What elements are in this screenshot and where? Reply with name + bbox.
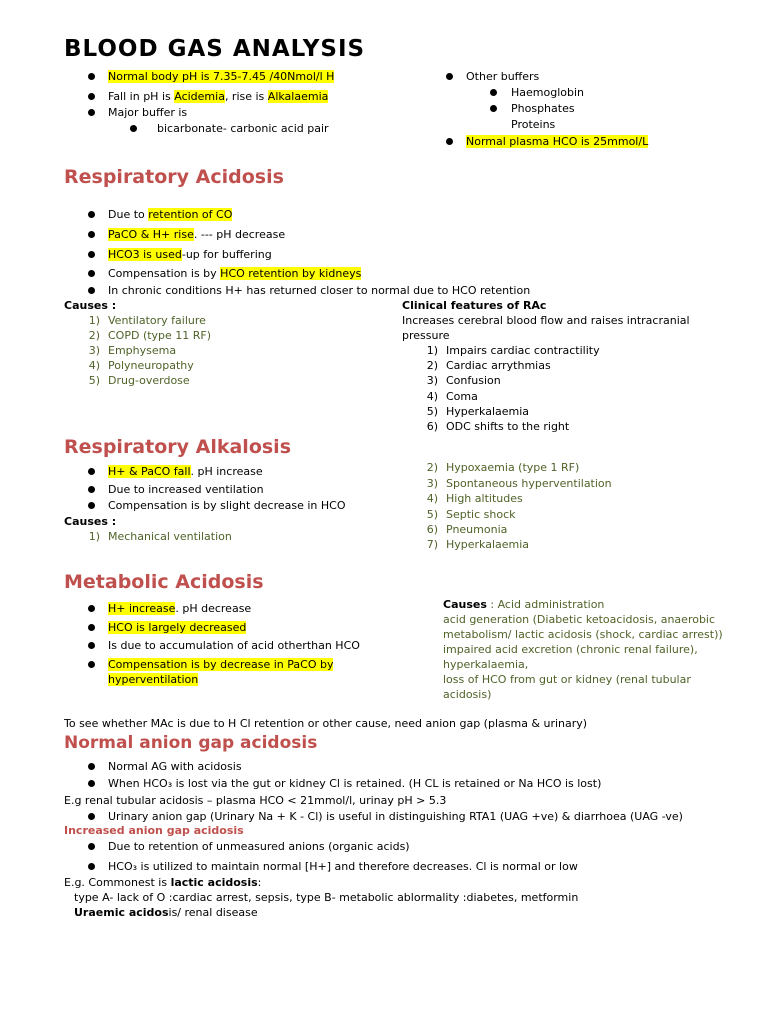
heading-normal-anion-gap: Normal anion gap acidosis: [64, 733, 318, 753]
highlight: Normal body pH is 7.35-7.45 /40Nmol/l H: [108, 70, 335, 83]
iag-example: [64, 876, 261, 890]
iag-bullet-1: Due to retention of unmeasured anions (organic acids): [108, 840, 410, 853]
bullet: [88, 287, 95, 294]
text: Impairs cardiac contractility: [446, 344, 600, 357]
bullet: [88, 93, 95, 100]
bullet: [88, 661, 95, 668]
highlight: hyperventilation: [108, 673, 199, 686]
text: Hyperkalaemia: [446, 538, 530, 551]
ralk-cause-item: 3) Spontaneous hyperventilation: [426, 477, 612, 490]
ma-causes-line: hyperkalaemia,: [443, 658, 529, 671]
intro-bullet-3: Major buffer is: [108, 106, 188, 119]
bullet: [88, 73, 95, 80]
highlight: retention of CO: [148, 208, 233, 221]
text: ODC shifts to the right: [446, 420, 570, 433]
highlight: Normal plasma HCO is 25mmol/L: [466, 135, 649, 148]
ralk-cause-item: 7) Hyperkalaemia: [426, 538, 530, 551]
text: Hyperkalaemia: [446, 405, 530, 418]
text: Cardiac arrythmias: [446, 359, 551, 372]
bullet: [88, 109, 95, 116]
ra-clinical-item: 4) Coma: [426, 390, 478, 403]
ra-causes-label: Causes :: [64, 299, 117, 312]
ma-bullet-1: [108, 602, 251, 616]
text: :: [486, 598, 498, 611]
ra-clinical-item: 5) Hyperkalaemia: [426, 405, 530, 418]
other-buffer-item: Haemoglobin: [511, 86, 585, 99]
text: High altitudes: [446, 492, 523, 505]
text: Hypoxaemia (type 1 RF): [446, 461, 580, 474]
text: Emphysema: [108, 344, 177, 357]
ma-causes-line: [443, 598, 604, 612]
bullet: [88, 642, 95, 649]
ra-cause-item: 3) Emphysema: [88, 344, 177, 357]
nag-example: E.g renal tubular acidosis – plasma HCO < 21mmol/l, urinay pH > 5.3: [64, 794, 447, 807]
page-title: BLOOD GAS ANALYSIS: [64, 36, 366, 62]
text: E.g. Commonest is: [64, 876, 171, 889]
text: Drug-overdose: [108, 374, 190, 387]
highlight: Acidemia: [174, 90, 225, 103]
plasma-hco-bullet: [466, 135, 648, 149]
ra-clinical-line: pressure: [402, 329, 450, 342]
intro-bullet-2: [108, 90, 328, 104]
ra-clinical-line: Increases cerebral blood flow and raises intracranial: [402, 314, 690, 327]
text: Spontaneous hyperventilation: [446, 477, 612, 490]
bullet: [130, 125, 137, 132]
mac-anion-gap-line: To see whether MAc is due to H Cl retention or other cause, need anion gap (plasma & urinary): [64, 717, 588, 730]
text: . pH decrease: [175, 602, 252, 615]
bullet: [446, 138, 453, 145]
bullet: [88, 763, 95, 770]
text: , rise is: [224, 90, 268, 103]
text: Coma: [446, 390, 478, 403]
heading-increased-anion-gap: Increased anion gap acidosis: [64, 824, 244, 837]
text: -up for buffering: [181, 248, 272, 261]
ra-cause-item: 2) COPD (type 11 RF): [88, 329, 212, 342]
iag-bullet-2: HCO₃ is utilized to maintain normal [H+] and therefore decreases. Cl is normal or low: [108, 860, 578, 873]
ralk-cause-item: 5) Septic shock: [426, 508, 516, 521]
ra-cause-item: 1) Ventilatory failure: [88, 314, 206, 327]
bullet: [88, 502, 95, 509]
text: Ventilatory failure: [108, 314, 206, 327]
ma-causes-line: acid generation (Diabetic ketoacidosis, anaerobic: [443, 613, 716, 626]
iag-uraemic: [74, 906, 258, 920]
highlight: Compensation is by decrease in PaCO by: [108, 658, 334, 671]
ma-bullet-4: [108, 658, 333, 672]
text: . --- pH decrease: [193, 228, 286, 241]
text: Fall in pH is: [108, 90, 175, 103]
bullet: [88, 780, 95, 787]
text: COPD (type 11 RF): [108, 329, 212, 342]
bullet: [88, 468, 95, 475]
ra-bullet-3: [108, 248, 272, 262]
text: Acid administration: [497, 598, 605, 611]
bullet: [490, 105, 497, 112]
text: . pH increase: [190, 465, 263, 478]
highlight: Alkalaemia: [267, 90, 329, 103]
bullet: [88, 251, 95, 258]
ra-clinical-label: Clinical features of RAc: [402, 299, 547, 312]
bullet: [446, 73, 453, 80]
bullet: [88, 270, 95, 277]
bullet: [88, 813, 95, 820]
ma-causes-line: acidosis): [443, 688, 492, 701]
bullet: [88, 605, 95, 612]
other-buffer-item: Phosphates: [511, 102, 575, 115]
heading-respiratory-alkalosis: Respiratory Alkalosis: [64, 436, 292, 458]
bold-text: Uraemic acidos: [74, 906, 169, 919]
ralk-bullet-2: Due to increased ventilation: [108, 483, 264, 496]
highlight: PaCO & H+ rise: [108, 228, 194, 241]
ra-clinical-item: 1) Impairs cardiac contractility: [426, 344, 600, 357]
ma-causes-line: metabolism/ lactic acidosis (shock, cardiac arrest)): [443, 628, 723, 641]
iag-types: type A- lack of O :cardiac arrest, sepsis, type B- metabolic ablormality :diabetes, metformin: [74, 891, 579, 904]
intro-bullet-1: [108, 70, 334, 84]
heading-metabolic-acidosis: Metabolic Acidosis: [64, 571, 264, 593]
ma-causes-line: loss of HCO from gut or kidney (renal tubular: [443, 673, 691, 686]
text: is/ renal disease: [168, 906, 258, 919]
ra-bullet-1: [108, 208, 232, 222]
nag-bullet-2: When HCO₃ is lost via the gut or kidney Cl is retained. (H CL is retained or Na HCO is lost): [108, 777, 602, 790]
ma-bullet-2: [108, 621, 246, 635]
ra-clinical-item: 6) ODC shifts to the right: [426, 420, 570, 433]
ra-clinical-item: 3) Confusion: [426, 374, 501, 387]
nag-bullet-3: Urinary anion gap (Urinary Na + K - Cl) is useful in distinguishing RTA1 (UAG +ve) & diarrhoea (UAG -ve): [108, 810, 683, 823]
bullet: [490, 89, 497, 96]
text: Mechanical ventilation: [108, 530, 232, 543]
text: Confusion: [446, 374, 501, 387]
highlight: HCO retention by kidneys: [220, 267, 362, 280]
intro-sub-bullet: bicarbonate- carbonic acid pair: [157, 122, 329, 135]
ma-bullet-3: Is due to accumulation of acid otherthan HCO: [108, 639, 360, 652]
ra-bullet-5: In chronic conditions H+ has returned closer to normal due to HCO retention: [108, 284, 531, 297]
label: Causes: [443, 598, 487, 611]
other-buffer-item: Proteins: [511, 118, 556, 131]
highlight: HCO is largely decreased: [108, 621, 247, 634]
nag-bullet-1: Normal AG with acidosis: [108, 760, 242, 773]
text: Septic shock: [446, 508, 516, 521]
ralk-causes-label: Causes :: [64, 515, 117, 528]
ra-cause-item: 5) Drug-overdose: [88, 374, 190, 387]
highlight: H+ & PaCO fall: [108, 465, 191, 478]
text: Polyneuropathy: [108, 359, 194, 372]
highlight: H+ increase: [108, 602, 176, 615]
bullet: [88, 486, 95, 493]
bullet: [88, 843, 95, 850]
ralk-cause-item: 2) Hypoxaemia (type 1 RF): [426, 461, 580, 474]
ra-bullet-4: [108, 267, 361, 281]
bullet: [88, 863, 95, 870]
ra-cause-item: 4) Polyneuropathy: [88, 359, 194, 372]
text: Compensation is by: [108, 267, 221, 280]
ra-clinical-item: 2) Cardiac arrythmias: [426, 359, 551, 372]
bullet: [88, 231, 95, 238]
text: :: [257, 876, 262, 889]
bullet: [88, 624, 95, 631]
ma-bullet-4-cont: [108, 673, 198, 687]
ralk-cause-item: 1) Mechanical ventilation: [88, 530, 232, 543]
ra-bullet-2: [108, 228, 285, 242]
highlight: HCO3 is used: [108, 248, 182, 261]
ralk-cause-item: 6) Pneumonia: [426, 523, 508, 536]
bullet: [88, 211, 95, 218]
ralk-cause-item: 4) High altitudes: [426, 492, 523, 505]
ralk-bullet-1: [108, 465, 263, 479]
other-buffers: Other buffers: [466, 70, 540, 83]
text: Due to: [108, 208, 149, 221]
text: Pneumonia: [446, 523, 508, 536]
heading-respiratory-acidosis: Respiratory Acidosis: [64, 166, 284, 188]
bold-text: lactic acidosis: [170, 876, 258, 889]
ralk-bullet-3: Compensation is by slight decrease in HCO: [108, 499, 346, 512]
ma-causes-line: impaired acid excretion (chronic renal failure),: [443, 643, 698, 656]
